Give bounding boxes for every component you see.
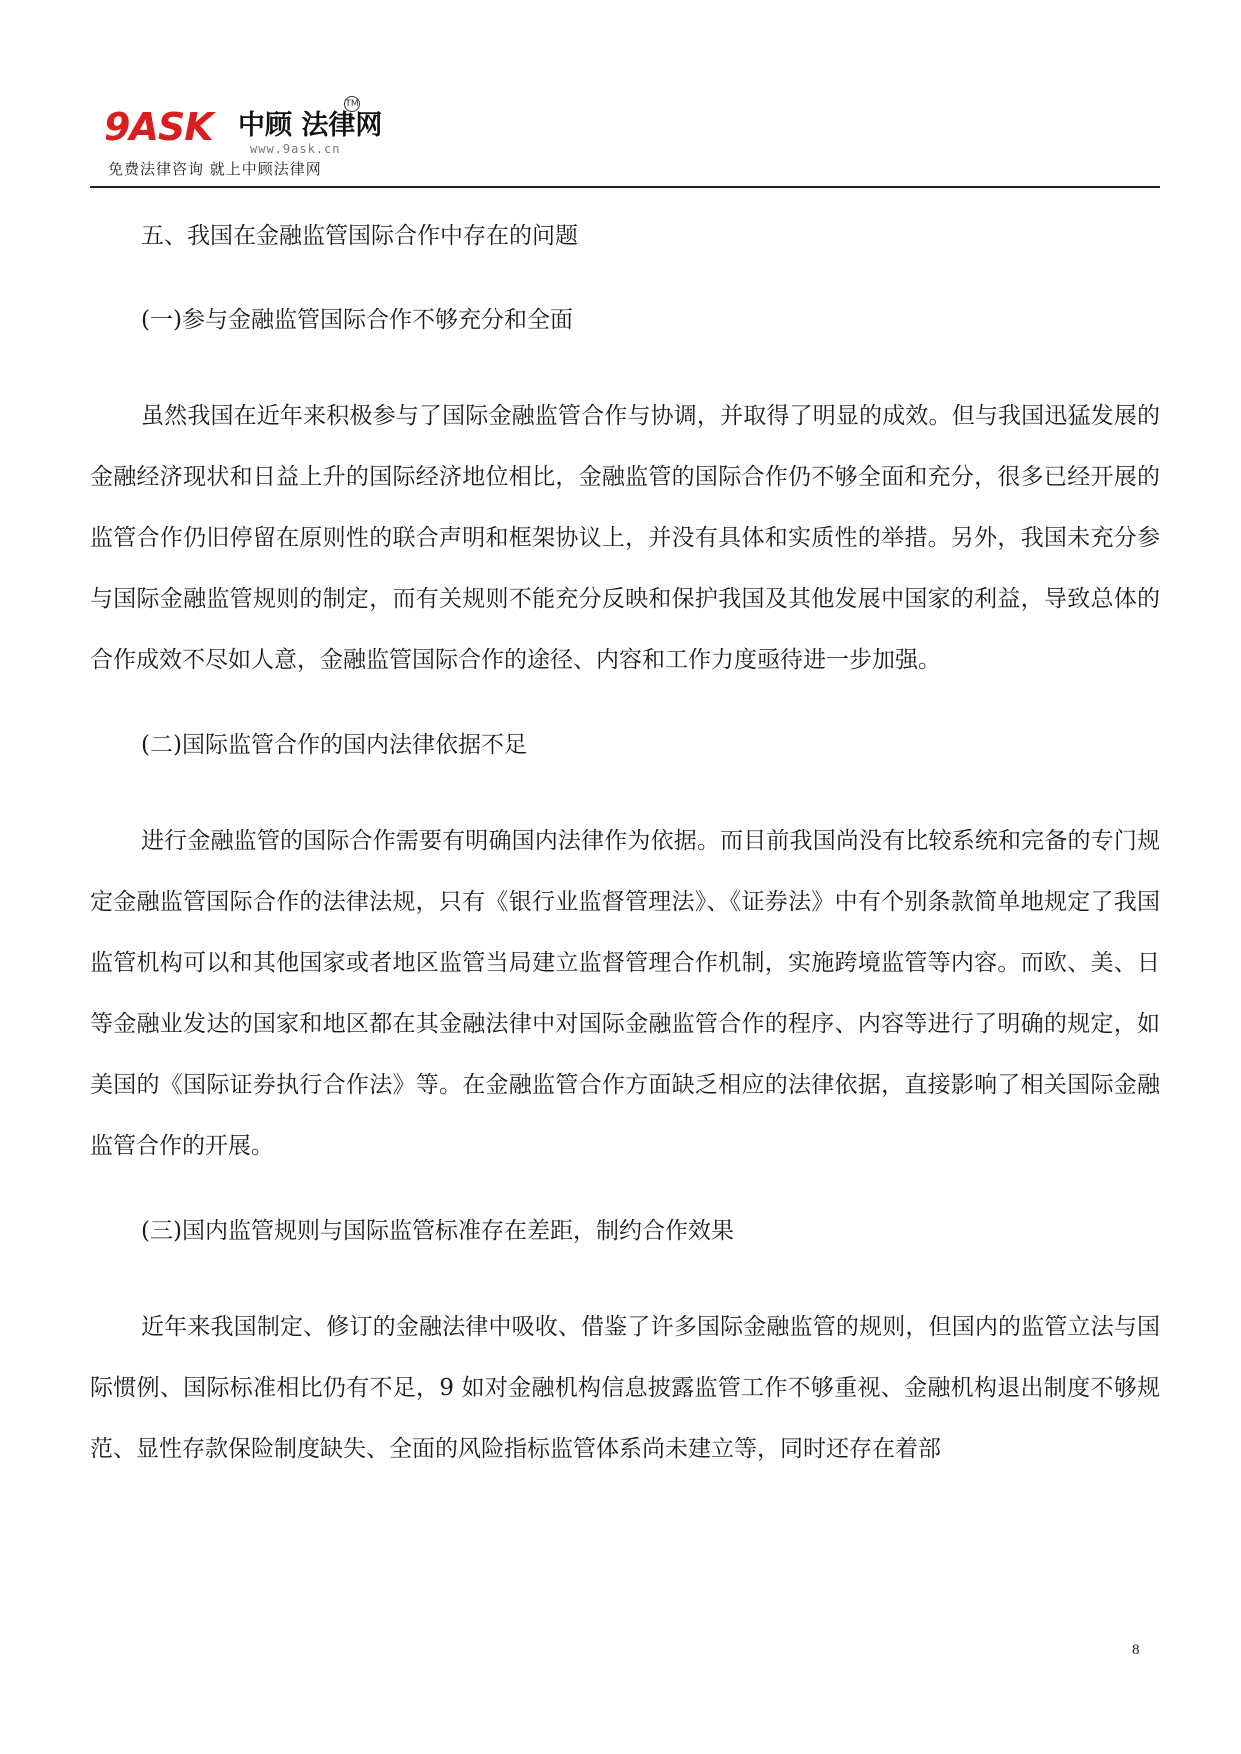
document-body bbox=[90, 218, 1160, 1480]
logo-url: www.9ask.cn bbox=[250, 142, 341, 156]
header-divider bbox=[90, 186, 1160, 188]
logo-mark: 9ASK bbox=[104, 105, 213, 149]
subsection-heading-1: (一)参与金融监管国际合作不够充分和全面 bbox=[141, 307, 573, 333]
subsection-paragraph-1: 虽然我国在近年来积极参与了国际金融监管合作与协调，并取得了明显的成效。但与我国迅猛发展的金融经济现状和日益上升的国际经济地位相比，金融监管的国际合作仍不够全面和充分，很多已经开展的监管合作仍旧停留在原则性的联合声明和框架协议上，并没有具体和实质性的举措。另外，我国未充分参与国际金融监管规则的制定，而有关规则不能充分反映和保护我国及其他发展中国家的利益，导致总体的合作成效不尽如人意，金融监管国际合作的途径、内容和工作力度亟待进一步加强。 bbox=[90, 403, 1160, 673]
section-title: 五、我国在金融监管国际合作中存在的问题 bbox=[141, 223, 578, 249]
spacer bbox=[90, 338, 1160, 386]
subsection-paragraph-3: 近年来我国制定、修订的金融法律中吸收、借鉴了许多国际金融监管的规则，但国内的监管立法与国际惯例、国际标准相比仍有不足，9 如对金融机构信息披露监管工作不够重视、金融机构退出制度不够规范、显性存款保险制度缺失、全面的风险指标监管体系尚未建立等，同时还存在着部 bbox=[90, 1314, 1160, 1462]
spacer bbox=[90, 1177, 1160, 1213]
spacer bbox=[90, 1249, 1160, 1297]
site-logo[interactable] bbox=[104, 100, 444, 160]
subsection-paragraph-2: 进行金融监管的国际合作需要有明确国内法律作为依据。而目前我国尚没有比较系统和完备的专门规定金融监管国际合作的法律法规，只有《银行业监督管理法》、《证券法》中有个别条款简单地规定了我国监管机构可以和其他国家或者地区监管当局建立监督管理合作机制，实施跨境监管等内容。而欧、美、日等金融业发达的国家和地区都在其金融法律中对国际金融监管合作的程序、内容等进行了明确的规定，如美国的《国际证券执行合作法》等。在金融监管合作方面缺乏相应的法律依据，直接影响了相关国际金融监管合作的开展。 bbox=[90, 828, 1160, 1159]
spacer bbox=[90, 691, 1160, 727]
header-tagline: 免费法律咨询 就上中顾法律网 bbox=[108, 160, 322, 178]
page-number: 8 bbox=[1132, 1642, 1140, 1658]
spacer bbox=[90, 254, 1160, 302]
subsection-heading-2: (二)国际监管合作的国内法律依据不足 bbox=[141, 732, 527, 758]
spacer bbox=[90, 763, 1160, 811]
logo-name: 中顾 法律网 bbox=[238, 110, 383, 141]
page-header bbox=[90, 92, 1160, 188]
subsection-heading-3: (三)国内监管规则与国际监管标准存在差距，制约合作效果 bbox=[141, 1218, 734, 1244]
trademark-icon: TM bbox=[344, 96, 360, 112]
